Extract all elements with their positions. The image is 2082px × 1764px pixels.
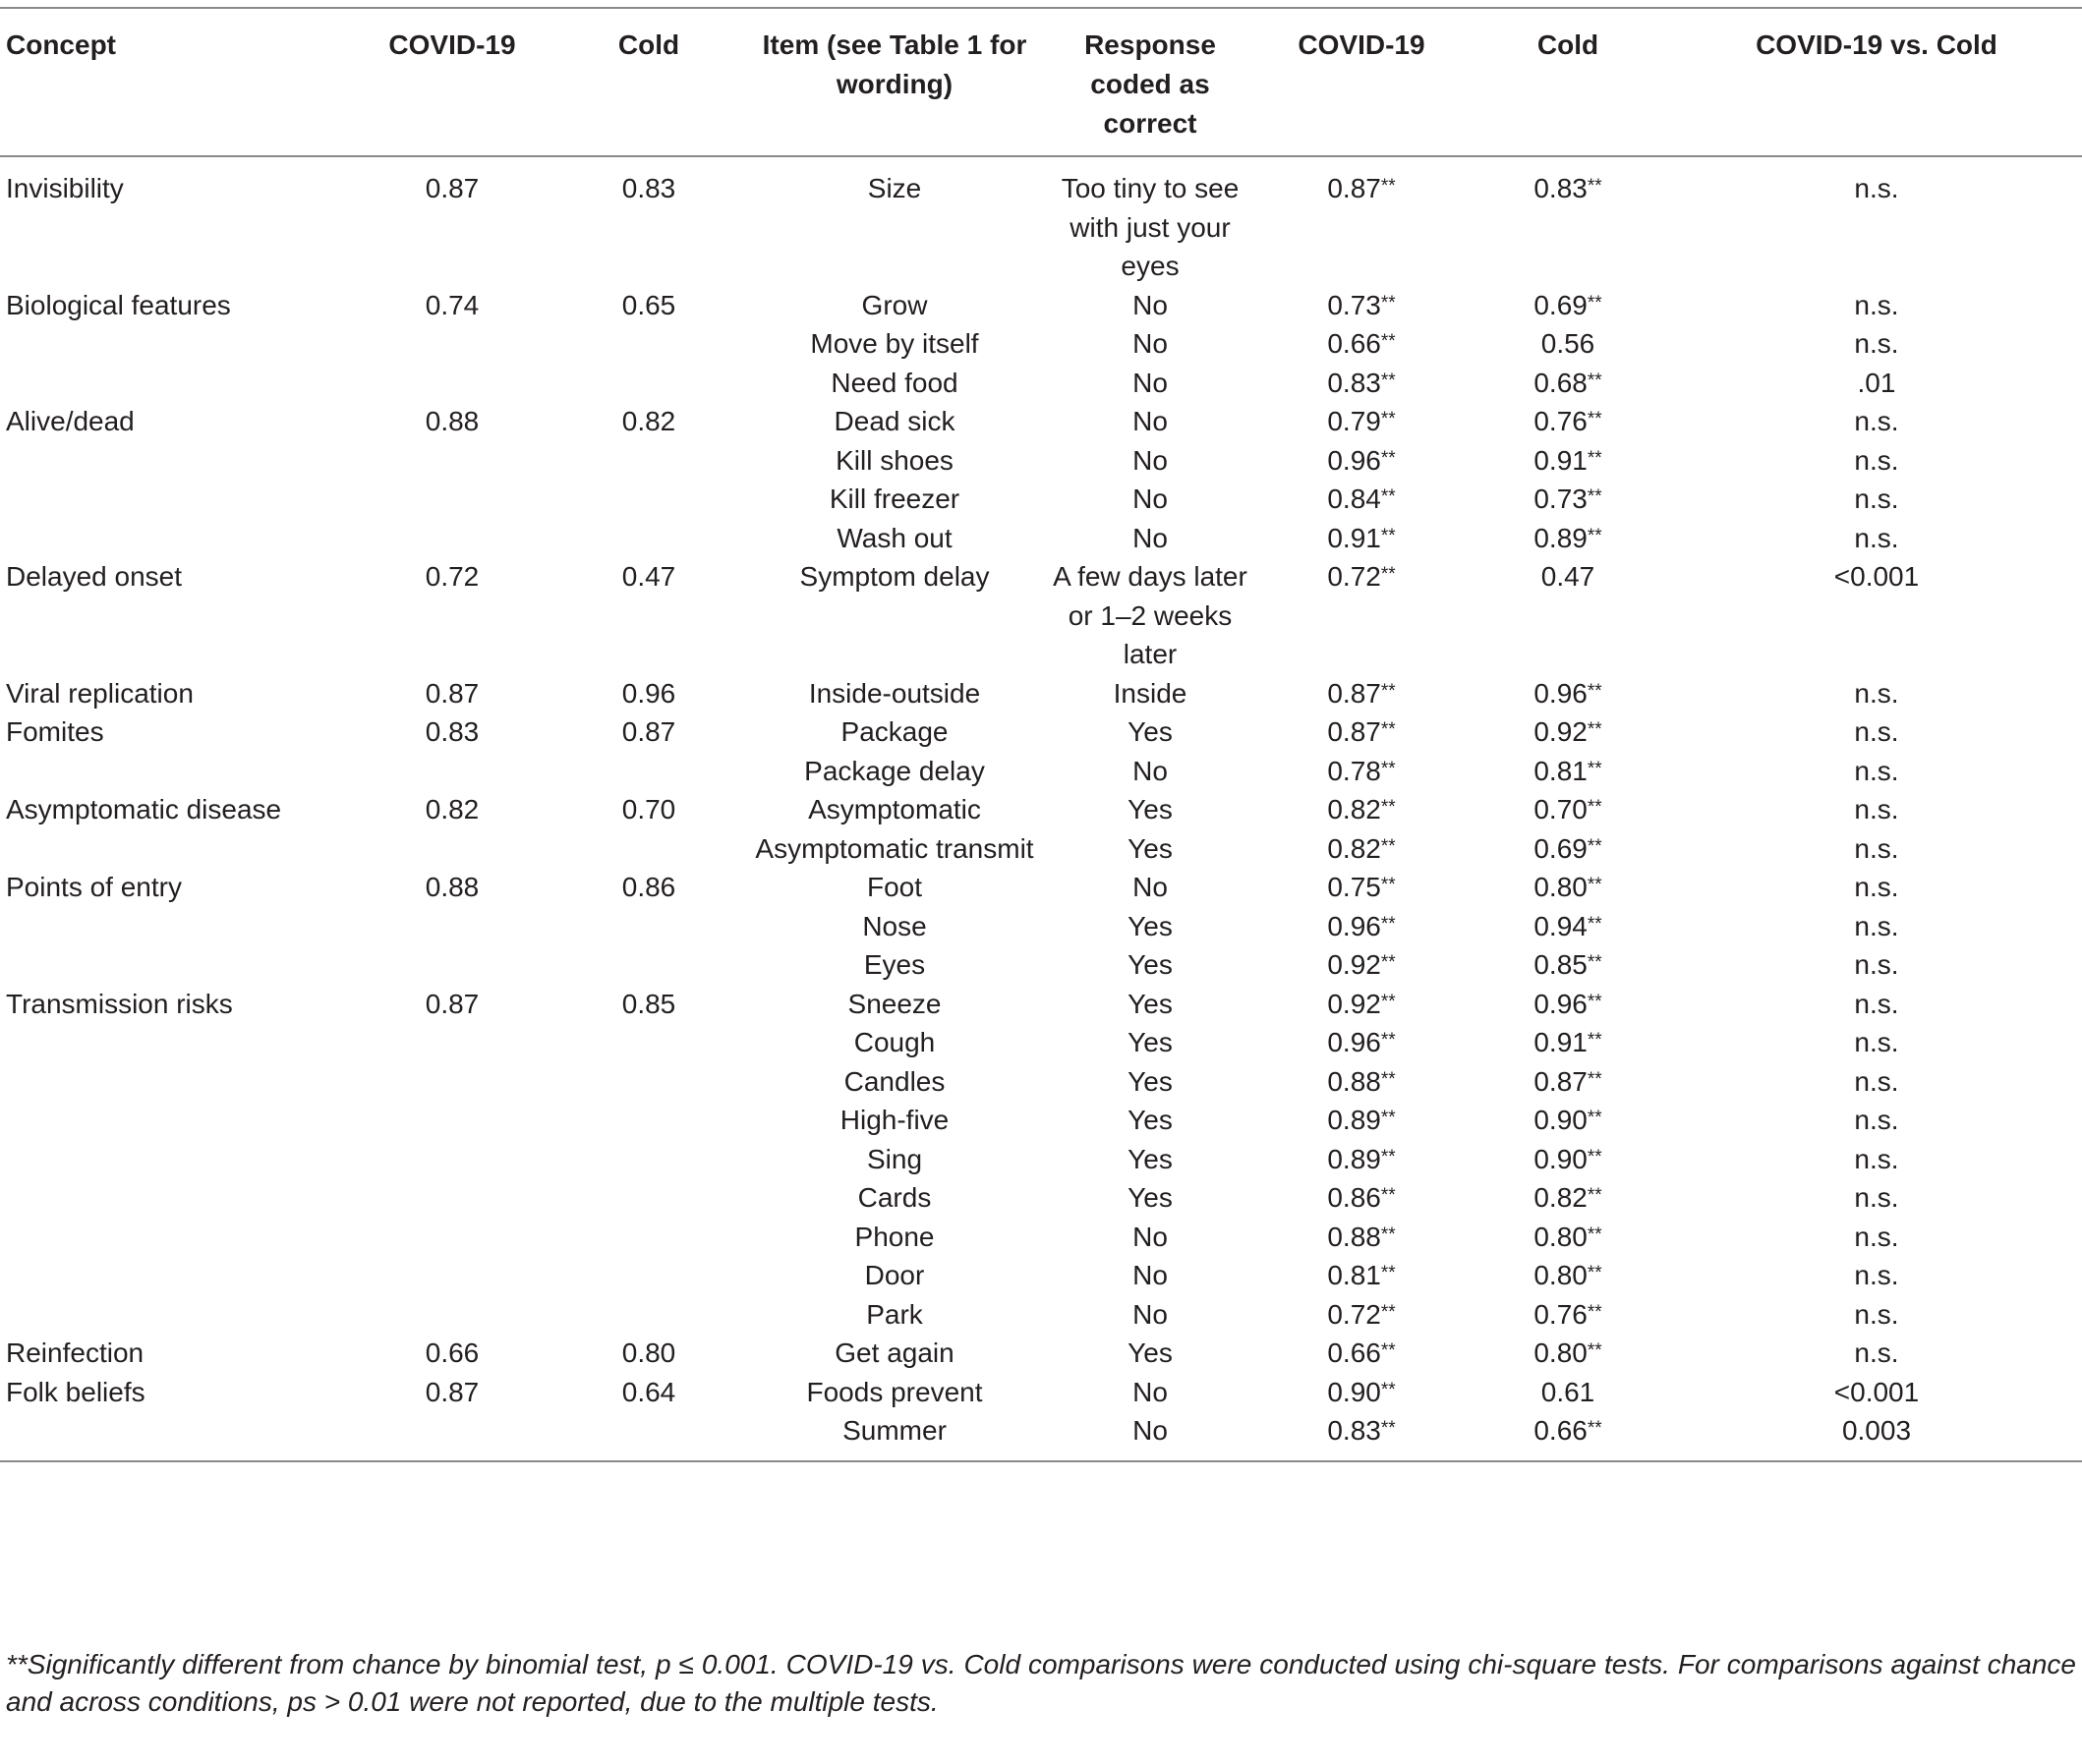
cell-covid19-item-score: 0.88** <box>1327 1065 1396 1097</box>
cell-concept: Biological features <box>6 289 231 320</box>
cell-item: Nose <box>862 910 927 941</box>
cell-covid19-item-score: 0.66** <box>1327 328 1396 359</box>
cell-covid19-item-score: 0.92** <box>1327 949 1396 980</box>
cell-covid19-concept-score <box>354 1256 550 1295</box>
cell-cold-item-score: 0.80** <box>1533 1221 1602 1252</box>
cell-item: Summer <box>747 1411 1042 1461</box>
cell-covid19-concept-score <box>354 480 550 519</box>
cell-covid19-concept-score <box>354 829 550 869</box>
cell-item: Get again <box>835 1337 954 1368</box>
cell-cold-item-score: 0.73** <box>1533 484 1602 514</box>
cell-covid19-item-score: 0.84** <box>1327 484 1396 514</box>
cell-comparison: n.s. <box>1854 289 1899 320</box>
table-row <box>0 441 2082 481</box>
cell-covid19-concept-score: 0.66 <box>425 1337 480 1368</box>
cell-cold-item-score: 0.82** <box>1533 1182 1602 1213</box>
cell-cold-item-score: 0.56 <box>1540 328 1595 359</box>
cell-cold-item-score: 0.81** <box>1533 755 1602 786</box>
cell-response: Yes <box>1128 1105 1173 1135</box>
table-row <box>0 790 2082 829</box>
cell-cold-item-score: 0.96** <box>1533 677 1602 709</box>
header-item: Item (see Table 1 for wording) <box>747 8 1042 156</box>
cell-concept: Transmission risks <box>6 988 233 1019</box>
cell-response: No <box>1132 289 1168 320</box>
cell-concept <box>0 907 354 946</box>
cell-cold-item-score: 0.90** <box>1533 1143 1602 1174</box>
table-row <box>0 286 2082 325</box>
table-row <box>0 557 2082 674</box>
cell-covid19-concept-score: 0.87 <box>425 1376 480 1407</box>
cell-concept <box>0 1218 354 1257</box>
cell-concept <box>0 752 354 791</box>
cell-response: No <box>1132 1221 1168 1252</box>
table-row <box>0 1218 2082 1257</box>
table-row <box>0 1178 2082 1218</box>
cell-concept <box>0 1178 354 1218</box>
cell-concept <box>0 1256 354 1295</box>
cell-covid19-item-score: 0.91** <box>1327 522 1396 553</box>
cell-concept <box>0 1062 354 1102</box>
cell-concept <box>0 1101 354 1140</box>
cell-cold-concept-score <box>550 364 747 403</box>
cell-covid19-item-score: 0.89** <box>1327 1105 1396 1135</box>
cell-covid19-concept-score: 0.88 <box>425 872 480 902</box>
table-body <box>0 156 2082 1461</box>
cell-response: No <box>1132 484 1168 514</box>
cell-cold-item-score: 0.94** <box>1533 910 1602 941</box>
table-footnote: **Significantly different from chance by binomial test, p ≤ 0.001. COVID-19 vs. Cold comparisons were conducted using chi-square tests. For comparisons against chance and across conditions, ps > 0.01 were not reported, due to the multiple tests. <box>6 1649 2076 1717</box>
table-row <box>0 1023 2082 1062</box>
cell-cold-concept-score <box>550 945 747 985</box>
cell-item: Sing <box>866 1143 923 1174</box>
cell-covid19-item-score: 0.86** <box>1327 1182 1396 1213</box>
cell-comparison: n.s. <box>1854 1065 1899 1097</box>
cell-covid19-item-score: 0.83** <box>1258 1411 1465 1461</box>
cell-concept <box>0 480 354 519</box>
cell-cold-item-score: 0.85** <box>1533 949 1602 980</box>
cell-comparison: n.s. <box>1854 794 1899 825</box>
cell-item: Move by itself <box>810 328 979 359</box>
cell-cold-item-score: 0.69** <box>1533 289 1602 320</box>
cell-concept: Points of entry <box>6 872 182 902</box>
table-row <box>0 907 2082 946</box>
cell-covid19-item-score: 0.66** <box>1327 1337 1396 1368</box>
cell-cold-item-score: 0.91** <box>1533 444 1602 476</box>
cell-cold-concept-score <box>550 1023 747 1062</box>
cell-covid19-concept-score <box>354 907 550 946</box>
cell-cold-item-score: 0.80** <box>1533 1260 1602 1290</box>
cell-item: Door <box>864 1260 925 1290</box>
cell-concept <box>0 519 354 558</box>
cell-covid19-item-score: 0.96** <box>1327 444 1396 476</box>
table-header-row <box>0 8 2082 156</box>
cell-covid19-concept-score <box>354 945 550 985</box>
cell-cold-item-score: 0.70** <box>1533 794 1602 825</box>
cell-covid19-item-score: 0.82** <box>1327 832 1396 864</box>
cell-covid19-concept-score <box>354 324 550 364</box>
cell-cold-concept-score <box>550 1062 747 1102</box>
cell-covid19-concept-score <box>354 1295 550 1335</box>
cell-concept <box>0 945 354 985</box>
cell-item: Kill shoes <box>836 444 954 476</box>
table-row <box>0 519 2082 558</box>
cell-comparison: n.s. <box>1854 484 1899 514</box>
cell-concept <box>0 1411 354 1461</box>
cell-response: Yes <box>1128 1182 1173 1213</box>
cell-comparison: n.s. <box>1854 328 1899 359</box>
cell-item: Candles <box>843 1065 946 1097</box>
cell-cold-item-score: 0.76** <box>1533 1298 1602 1330</box>
cell-item: Cough <box>853 1027 936 1057</box>
cell-cold-concept-score <box>550 1101 747 1140</box>
cell-concept <box>0 324 354 364</box>
cell-concept <box>0 1140 354 1179</box>
table-row <box>0 868 2082 907</box>
cell-response: Yes <box>1128 1143 1173 1174</box>
cell-covid19-item-score: 0.82** <box>1327 794 1396 825</box>
cell-item: Size <box>867 173 922 203</box>
cell-cold-item-score: 0.87** <box>1533 1065 1602 1097</box>
cell-cold-concept-score: 0.83 <box>621 173 676 203</box>
cell-covid19-item-score: 0.87** <box>1327 716 1396 747</box>
cell-concept: Reinfection <box>6 1337 145 1368</box>
cell-concept: Viral replication <box>6 677 194 709</box>
cell-covid19-concept-score <box>354 441 550 481</box>
cell-comparison: n.s. <box>1854 677 1899 709</box>
cell-covid19-concept-score: 0.74 <box>425 289 480 320</box>
cell-concept <box>0 364 354 403</box>
table-row <box>0 1101 2082 1140</box>
cell-comparison: n.s. <box>1854 173 1899 203</box>
table-row <box>0 945 2082 985</box>
cell-covid19-concept-score <box>354 1101 550 1140</box>
cell-item: Need food <box>831 367 958 398</box>
cell-comparison: n.s. <box>1854 988 1899 1019</box>
cell-covid19-item-score: 0.81** <box>1327 1260 1396 1290</box>
cell-comparison: n.s. <box>1854 1260 1899 1290</box>
cell-item: Dead sick <box>834 406 955 436</box>
cell-concept: Asymptomatic disease <box>6 794 282 825</box>
cell-covid19-item-score: 0.90** <box>1327 1376 1396 1407</box>
header-cold-concept: Cold <box>550 8 747 156</box>
table-row <box>0 402 2082 441</box>
cell-response: Yes <box>1128 832 1173 864</box>
cell-cold-concept-score: 0.47 <box>621 561 676 592</box>
cell-item: Grow <box>861 289 928 320</box>
cell-response: Yes <box>1128 716 1173 747</box>
cell-item: Foods prevent <box>806 1376 983 1407</box>
cell-covid19-concept-score <box>354 1218 550 1257</box>
header-covid19-concept: COVID-19 <box>354 8 550 156</box>
cell-cold-item-score: 0.91** <box>1533 1027 1602 1057</box>
cell-item: Package <box>840 716 949 747</box>
cell-response: Inside <box>1113 677 1187 709</box>
cell-response: No <box>1132 444 1168 476</box>
cell-response: Yes <box>1128 949 1173 980</box>
cell-item: Inside-outside <box>808 677 981 709</box>
cell-item: Eyes <box>863 949 926 980</box>
cell-comparison: n.s. <box>1854 872 1899 902</box>
cell-cold-concept-score <box>550 1218 747 1257</box>
table-row <box>0 480 2082 519</box>
cell-cold-item-score: 0.96** <box>1533 988 1602 1019</box>
cell-comparison: n.s. <box>1854 1182 1899 1213</box>
header-response: Response coded as correct <box>1042 8 1258 156</box>
cell-comparison: .01 <box>1857 367 1896 398</box>
cell-cold-concept-score: 0.70 <box>621 794 676 825</box>
cell-cold-concept-score: 0.85 <box>621 988 676 1019</box>
cell-item: Foot <box>866 872 923 902</box>
cell-comparison: n.s. <box>1854 1105 1899 1135</box>
cell-item: Symptom delay <box>799 561 990 592</box>
cell-item: High-five <box>839 1105 950 1135</box>
cell-concept: Invisibility <box>6 173 124 203</box>
cell-cold-item-score: 0.76** <box>1533 406 1602 436</box>
cell-cold-concept-score <box>550 907 747 946</box>
cell-item: Asymptomatic <box>808 794 981 825</box>
results-table <box>0 7 2082 1462</box>
cell-cold-item-score: 0.66** <box>1465 1411 1671 1461</box>
cell-comparison: n.s. <box>1854 949 1899 980</box>
cell-item: Asymptomatic transmit <box>755 832 1034 864</box>
cell-cold-concept-score <box>550 324 747 364</box>
cell-item: Phone <box>854 1221 935 1252</box>
table-row <box>0 1256 2082 1295</box>
cell-response: No <box>1132 328 1168 359</box>
cell-cold-concept-score: 0.87 <box>621 716 676 747</box>
cell-response: Yes <box>1128 1027 1173 1057</box>
cell-concept <box>0 1295 354 1335</box>
table-row <box>0 1334 2082 1373</box>
table-row <box>0 1062 2082 1102</box>
cell-item: Wash out <box>837 522 953 553</box>
cell-cold-concept-score <box>550 1178 747 1218</box>
cell-covid19-item-score: 0.92** <box>1327 988 1396 1019</box>
header-comparison: COVID-19 vs. Cold <box>1671 8 2082 156</box>
cell-cold-concept-score <box>550 1256 747 1295</box>
cell-response: No <box>1132 406 1168 436</box>
cell-concept: Alive/dead <box>6 406 135 436</box>
cell-covid19-item-score: 0.72** <box>1327 561 1396 592</box>
cell-comparison: n.s. <box>1854 1221 1899 1252</box>
cell-comparison: n.s. <box>1854 755 1899 786</box>
cell-comparison: 0.003 <box>1671 1411 2082 1461</box>
cell-response: Yes <box>1128 910 1173 941</box>
cell-covid19-item-score: 0.96** <box>1327 910 1396 941</box>
header-concept: Concept <box>0 8 354 156</box>
cell-cold-concept-score <box>550 441 747 481</box>
cell-cold-item-score: 0.69** <box>1533 832 1602 864</box>
cell-response: No <box>1132 1260 1168 1290</box>
cell-response: No <box>1132 1298 1168 1330</box>
cell-comparison: <0.001 <box>1833 561 1920 592</box>
cell-comparison: n.s. <box>1854 406 1899 436</box>
table-row <box>0 674 2082 713</box>
cell-comparison: n.s. <box>1854 1337 1899 1368</box>
cell-covid19-item-score: 0.79** <box>1327 406 1396 436</box>
cell-covid19-concept-score: 0.87 <box>425 677 480 709</box>
table-row <box>0 752 2082 791</box>
cell-covid19-concept-score <box>354 1062 550 1102</box>
cell-cold-item-score: 0.92** <box>1533 716 1602 747</box>
cell-concept <box>0 441 354 481</box>
cell-response: Yes <box>1128 1065 1173 1097</box>
cell-item: Cards <box>857 1182 932 1213</box>
cell-concept <box>0 829 354 869</box>
table-row <box>0 712 2082 752</box>
cell-covid19-item-score: 0.73** <box>1327 289 1396 320</box>
cell-comparison: <0.001 <box>1833 1376 1920 1407</box>
cell-comparison: n.s. <box>1854 716 1899 747</box>
cell-covid19-item-score: 0.89** <box>1327 1143 1396 1174</box>
cell-comparison: n.s. <box>1854 1027 1899 1057</box>
cell-comparison: n.s. <box>1854 1143 1899 1174</box>
cell-covid19-item-score: 0.83** <box>1327 367 1396 398</box>
cell-cold-concept-score: 0.64 <box>621 1376 676 1407</box>
cell-cold-item-score: 0.80** <box>1533 1337 1602 1368</box>
table-row <box>0 156 2082 286</box>
cell-covid19-item-score: 0.87** <box>1327 677 1396 709</box>
table-row <box>0 1373 2082 1412</box>
cell-response: A few days later or 1–2 weeks later <box>1053 561 1247 669</box>
cell-covid19-concept-score: 0.72 <box>425 561 480 592</box>
cell-cold-concept-score <box>550 752 747 791</box>
cell-cold-item-score: 0.89** <box>1533 522 1602 553</box>
cell-cold-concept-score <box>550 480 747 519</box>
cell-covid19-concept-score: 0.87 <box>425 988 480 1019</box>
cell-cold-item-score: 0.90** <box>1533 1105 1602 1135</box>
cell-cold-concept-score <box>550 1140 747 1179</box>
table-row <box>0 829 2082 869</box>
cell-covid19-concept-score: 0.83 <box>425 716 480 747</box>
cell-item: Kill freezer <box>829 484 960 514</box>
cell-covid19-concept-score <box>354 519 550 558</box>
cell-covid19-concept-score <box>354 1411 550 1461</box>
cell-item: Package delay <box>804 755 985 786</box>
cell-comparison: n.s. <box>1854 832 1899 864</box>
table-row <box>0 1140 2082 1179</box>
cell-response: Yes <box>1128 1337 1173 1368</box>
header-cold-item: Cold <box>1465 8 1671 156</box>
cell-concept: Folk beliefs <box>6 1376 145 1407</box>
cell-cold-concept-score <box>550 829 747 869</box>
cell-cold-concept-score: 0.82 <box>621 406 676 436</box>
header-covid19-item: COVID-19 <box>1258 8 1465 156</box>
cell-covid19-concept-score: 0.88 <box>425 406 480 436</box>
cell-concept: Fomites <box>6 716 104 747</box>
cell-item: Park <box>866 1298 923 1330</box>
cell-response: No <box>1132 522 1168 553</box>
cell-cold-concept-score <box>550 519 747 558</box>
cell-covid19-concept-score <box>354 364 550 403</box>
cell-covid19-item-score: 0.96** <box>1327 1027 1396 1057</box>
cell-concept <box>0 1023 354 1062</box>
cell-response: No <box>1132 755 1168 786</box>
cell-response: Yes <box>1128 794 1173 825</box>
cell-item: Sneeze <box>847 988 942 1019</box>
cell-covid19-concept-score <box>354 1023 550 1062</box>
cell-cold-concept-score: 0.86 <box>621 872 676 902</box>
cell-covid19-concept-score: 0.87 <box>425 173 480 203</box>
cell-comparison: n.s. <box>1854 444 1899 476</box>
table-row <box>0 364 2082 403</box>
cell-cold-concept-score <box>550 1295 747 1335</box>
cell-covid19-item-score: 0.88** <box>1327 1221 1396 1252</box>
table-row <box>0 985 2082 1024</box>
cell-cold-concept-score: 0.96 <box>621 677 676 709</box>
cell-covid19-concept-score <box>354 752 550 791</box>
cell-covid19-concept-score: 0.82 <box>425 794 480 825</box>
table-row <box>0 1295 2082 1335</box>
cell-response: No <box>1132 872 1168 902</box>
cell-comparison: n.s. <box>1854 910 1899 941</box>
cell-covid19-item-score: 0.75** <box>1327 872 1396 902</box>
cell-response: Yes <box>1128 988 1173 1019</box>
table-row <box>0 1411 2082 1461</box>
cell-cold-item-score: 0.68** <box>1533 367 1602 398</box>
cell-covid19-item-score: 0.78** <box>1327 755 1396 786</box>
cell-covid19-concept-score <box>354 1178 550 1218</box>
cell-response: No <box>1132 1376 1168 1407</box>
cell-response: No <box>1132 367 1168 398</box>
table-row <box>0 324 2082 364</box>
cell-covid19-item-score: 0.72** <box>1327 1298 1396 1330</box>
cell-cold-item-score: 0.83** <box>1533 173 1602 203</box>
cell-concept: Delayed onset <box>6 561 183 592</box>
cell-comparison: n.s. <box>1854 522 1899 553</box>
cell-comparison: n.s. <box>1854 1298 1899 1330</box>
cell-cold-item-score: 0.80** <box>1533 872 1602 902</box>
cell-cold-concept-score <box>550 1411 747 1461</box>
cell-response: No <box>1042 1411 1258 1461</box>
cell-response: Too tiny to see with just your eyes <box>1061 173 1240 281</box>
cell-cold-concept-score: 0.65 <box>621 289 676 320</box>
cell-cold-item-score: 0.61 <box>1540 1376 1595 1407</box>
cell-cold-item-score: 0.47 <box>1540 561 1595 592</box>
cell-covid19-item-score: 0.87** <box>1327 173 1396 203</box>
cell-cold-concept-score: 0.80 <box>621 1337 676 1368</box>
cell-covid19-concept-score <box>354 1140 550 1179</box>
